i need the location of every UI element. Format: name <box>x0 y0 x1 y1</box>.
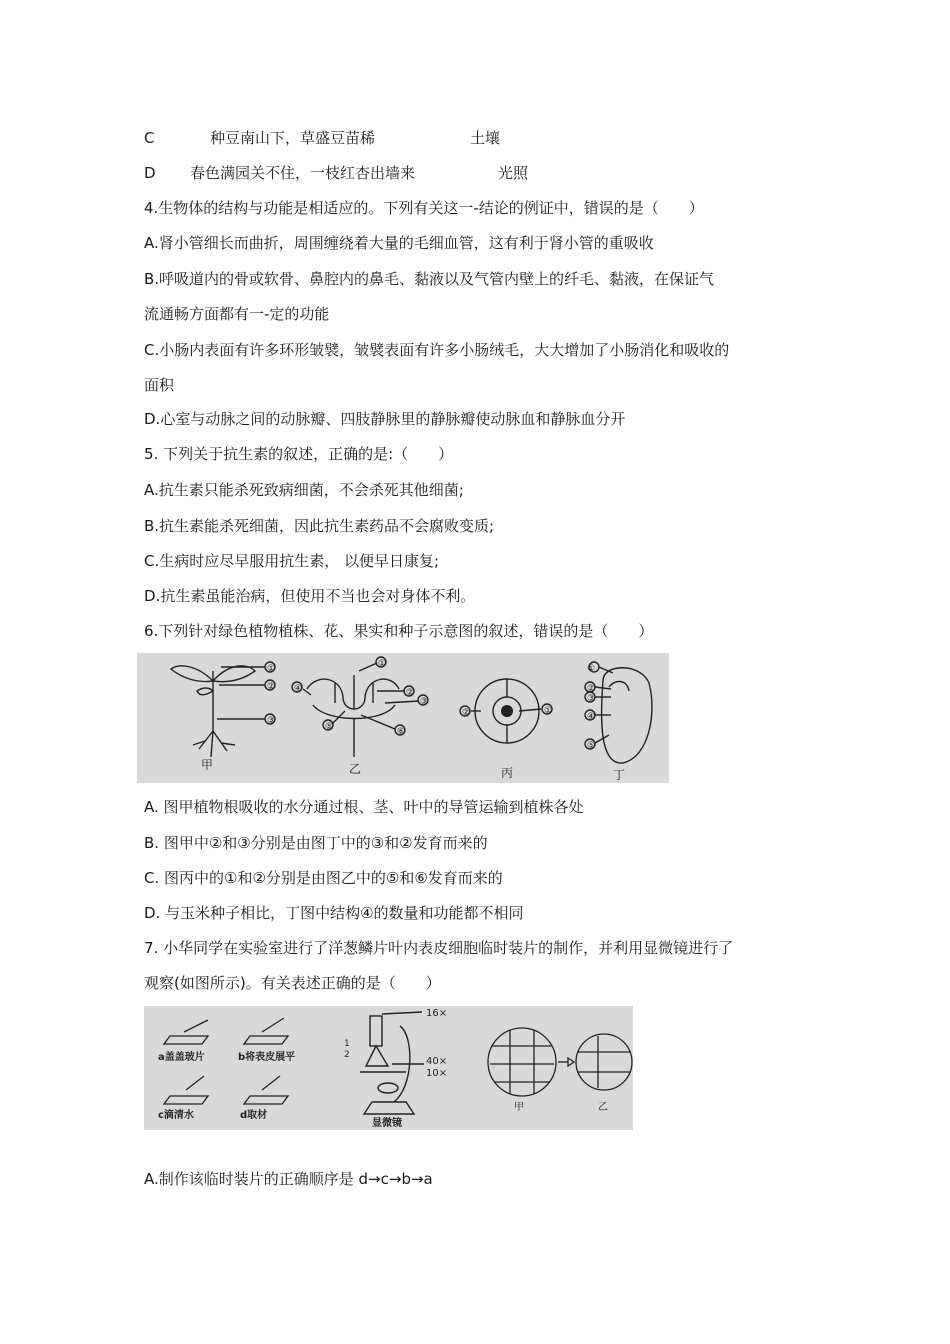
q4-option-c-line2: 面积 <box>144 376 175 394</box>
figure-label-yi: 乙 <box>349 762 362 776</box>
q4-option-c-line1: C.小肠内表面有许多环形皱襞，皱襞表面有许多小肠绒毛，大大增加了小肠消化和吸收的 <box>144 341 730 359</box>
mag-10x: 10× <box>426 1068 448 1079</box>
yi-label-5: ⑤ <box>325 722 334 732</box>
plant-diagram-jia <box>171 662 275 757</box>
q4-option-b-line2: 流通畅方面都有一-定的功能 <box>144 305 330 323</box>
yi-label-6: ⑥ <box>397 727 406 737</box>
q5-stem: 5. 下列关于抗生素的叙述，正确的是:（ ） <box>144 445 454 463</box>
ding-label-1: ① <box>587 664 596 674</box>
option-c-poem: 种豆南山下，草盛豆苗稀 <box>210 129 376 147</box>
q4-option-b-line1: B.呼吸道内的骨或软骨、鼻腔内的鼻毛、黏液以及气管内壁上的纤毛、黏液，在保证气 <box>144 270 715 288</box>
ding-label-3: ③ <box>587 694 596 704</box>
bing-label-1: ① <box>544 706 553 716</box>
q5-option-c: C.生病时应尽早服用抗生素， 以便早日康复; <box>144 552 440 570</box>
fruit-seed-shape <box>501 705 513 717</box>
yi-label-4: ④ <box>294 684 303 694</box>
step-b-label: b将表皮展平 <box>238 1052 296 1063</box>
q6-option-c: C. 图丙中的①和②分别是由图乙中的⑤和⑥发育而来的 <box>144 869 503 887</box>
q4-option-a: A.肾小管细长而曲折，周围缠绕着大量的毛细血管，这有利于肾小管的重吸收 <box>144 234 654 252</box>
ding-label-2: ② <box>587 684 596 694</box>
view-label-jia: 甲 <box>514 1102 524 1113</box>
scope-label-1: 1 <box>344 1039 350 1049</box>
q5-option-b: B.抗生素能杀死细菌，因此抗生素药品不会腐败变质; <box>144 517 495 535</box>
mag-40x: 40× <box>426 1056 448 1067</box>
yi-label-2: ② <box>406 688 415 698</box>
option-d-letter: D <box>144 164 156 182</box>
mag-16x: 16× <box>426 1008 448 1019</box>
figure-label-ding: 丁 <box>613 768 626 782</box>
option-d-factor: 光照 <box>498 164 529 182</box>
q7-microscope-figure <box>144 1006 633 1130</box>
microscope-label: 显微镜 <box>372 1118 402 1129</box>
figure-label-jia: 甲 <box>201 758 214 772</box>
option-d-poem: 春色满园关不住，一枝红杏出墙来 <box>190 164 416 182</box>
figure-label-bing: 丙 <box>501 766 514 780</box>
option-c-factor: 土壤 <box>470 129 501 147</box>
jia-label-3: ③ <box>267 716 276 726</box>
view-label-yi: 乙 <box>598 1102 608 1113</box>
option-c-letter: C <box>144 129 155 147</box>
microscope-drawing <box>360 1012 424 1114</box>
q6-option-b: B. 图甲中②和③分别是由图丁中的③和②发育而来的 <box>144 834 488 852</box>
q7-stem-line1: 7. 小华同学在实验室进行了洋葱鳞片叶内表皮细胞临时装片的制作，并利用显微镜进行了 <box>144 939 734 957</box>
flower-diagram-yi <box>292 657 428 757</box>
jia-label-1: ① <box>267 664 276 674</box>
step-c-label: c滴清水 <box>158 1110 194 1121</box>
q7-stem-line2: 观察(如图所示)。有关表述正确的是（ ） <box>144 974 441 992</box>
jia-label-2: ② <box>267 682 276 692</box>
q7-option-a: A.制作该临时装片的正确顺序是 d→c→b→a <box>144 1170 433 1188</box>
q6-plant-figure <box>137 653 669 783</box>
q6-option-d: D. 与玉米种子相比，丁图中结构④的数量和功能都不相同 <box>144 904 524 922</box>
ding-label-4: ④ <box>587 712 596 722</box>
scope-label-2: 2 <box>344 1050 350 1060</box>
step-d-label: d取材 <box>240 1110 268 1121</box>
q4-option-d: D.心室与动脉之间的动脉瓣、四肢静脉里的静脉瓣使动脉血和静脉血分开 <box>144 410 626 428</box>
bing-label-2: ② <box>462 708 471 718</box>
ding-label-5: ⑤ <box>587 741 596 751</box>
q5-option-d: D.抗生素虽能治病，但使用不当也会对身体不利。 <box>144 587 476 605</box>
q6-stem: 6.下列针对绿色植物植株、花、果实和种子示意图的叙述，错误的是（ ） <box>144 622 654 640</box>
yi-label-3: ③ <box>420 697 429 707</box>
yi-label-1: ① <box>378 659 387 669</box>
q6-option-a: A. 图甲植物根吸收的水分通过根、茎、叶中的导管运输到植株各处 <box>144 798 584 816</box>
view-fields-drawing <box>488 1028 632 1096</box>
q4-stem: 4.生物体的结构与功能是相适应的。下列有关这一-结论的例证中，错误的是（ ） <box>144 199 704 217</box>
step-a-label: a盖盖玻片 <box>158 1052 205 1063</box>
q5-option-a: A.抗生素只能杀死致病细菌，不会杀死其他细菌; <box>144 481 464 499</box>
